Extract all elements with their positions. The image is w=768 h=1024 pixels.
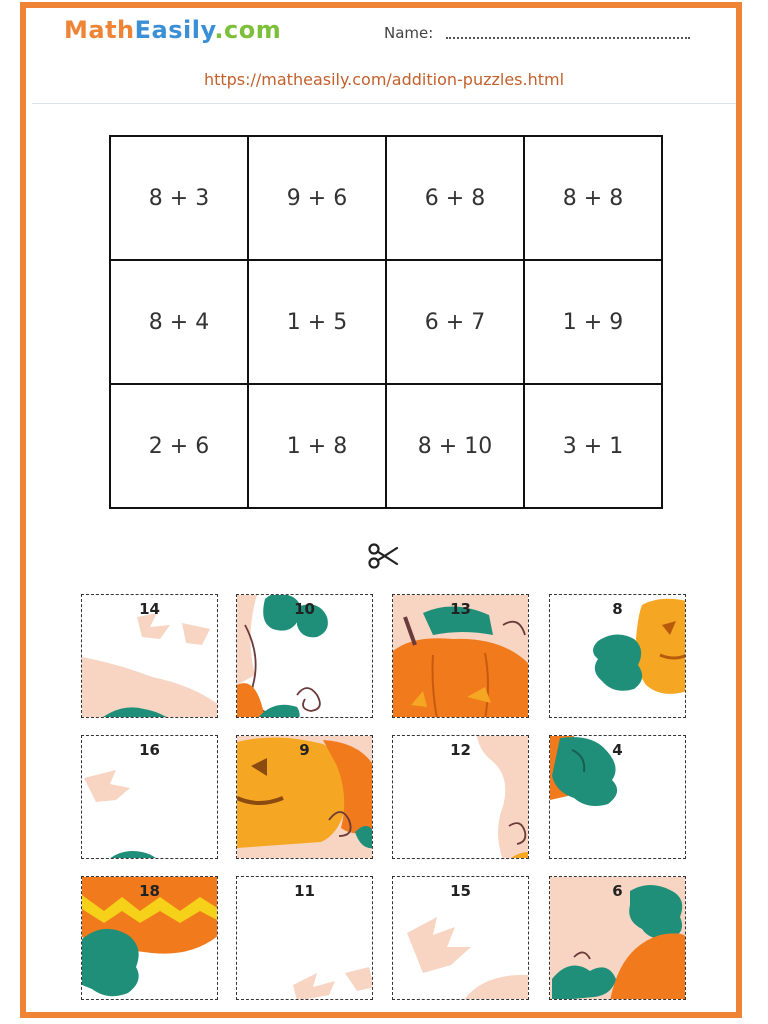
name-label: Name:	[384, 24, 434, 42]
tile-number: 13	[450, 600, 471, 618]
problem-cell: 2 + 6	[110, 384, 248, 508]
problem-cell: 1 + 8	[248, 384, 386, 508]
tile-number: 15	[450, 882, 471, 900]
puzzle-tile[interactable]	[81, 876, 218, 1000]
problem-cell: 6 + 8	[386, 136, 524, 260]
puzzle-tile[interactable]	[392, 876, 529, 1000]
problem-cell: 8 + 4	[110, 260, 248, 384]
problem-cell: 8 + 10	[386, 384, 524, 508]
problem-cell: 6 + 7	[386, 260, 524, 384]
tile-number: 11	[294, 882, 315, 900]
problem-cell: 1 + 5	[248, 260, 386, 384]
problem-cell: 8 + 8	[524, 136, 662, 260]
problem-cell: 8 + 3	[110, 136, 248, 260]
puzzle-tile[interactable]	[392, 735, 529, 859]
tile-number: 16	[139, 741, 160, 759]
puzzle-tile[interactable]	[236, 594, 373, 718]
logo-easily: Easily	[134, 16, 215, 44]
puzzle-tile[interactable]	[549, 594, 686, 718]
name-line	[446, 37, 690, 39]
puzzle-tile[interactable]	[81, 735, 218, 859]
puzzle-tile[interactable]	[236, 735, 373, 859]
puzzle-tile[interactable]	[236, 876, 373, 1000]
puzzle-tile[interactable]	[81, 594, 218, 718]
header-divider	[32, 103, 736, 104]
tile-number: 4	[612, 741, 623, 759]
logo-dotcom: .com	[214, 16, 282, 44]
worksheet-url: https://matheasily.com/addition-puzzles.html	[203, 70, 565, 89]
problem-cell: 9 + 6	[248, 136, 386, 260]
grid-row	[110, 384, 662, 508]
grid-row	[110, 136, 662, 260]
logo-math: Math	[64, 16, 135, 44]
puzzle-tile[interactable]	[549, 735, 686, 859]
scissors-icon	[367, 542, 399, 570]
puzzle-tile[interactable]	[392, 594, 529, 718]
site-logo	[64, 16, 281, 44]
tile-number: 8	[612, 600, 623, 618]
grid-row	[110, 260, 662, 384]
tile-number: 12	[450, 741, 471, 759]
tile-number: 10	[294, 600, 315, 618]
problem-cell: 1 + 9	[524, 260, 662, 384]
tile-number: 18	[139, 882, 160, 900]
tile-number: 9	[299, 741, 310, 759]
puzzle-tile[interactable]	[549, 876, 686, 1000]
tile-number: 14	[139, 600, 160, 618]
tile-number: 6	[612, 882, 623, 900]
problem-cell: 3 + 1	[524, 384, 662, 508]
problem-grid	[109, 135, 663, 509]
